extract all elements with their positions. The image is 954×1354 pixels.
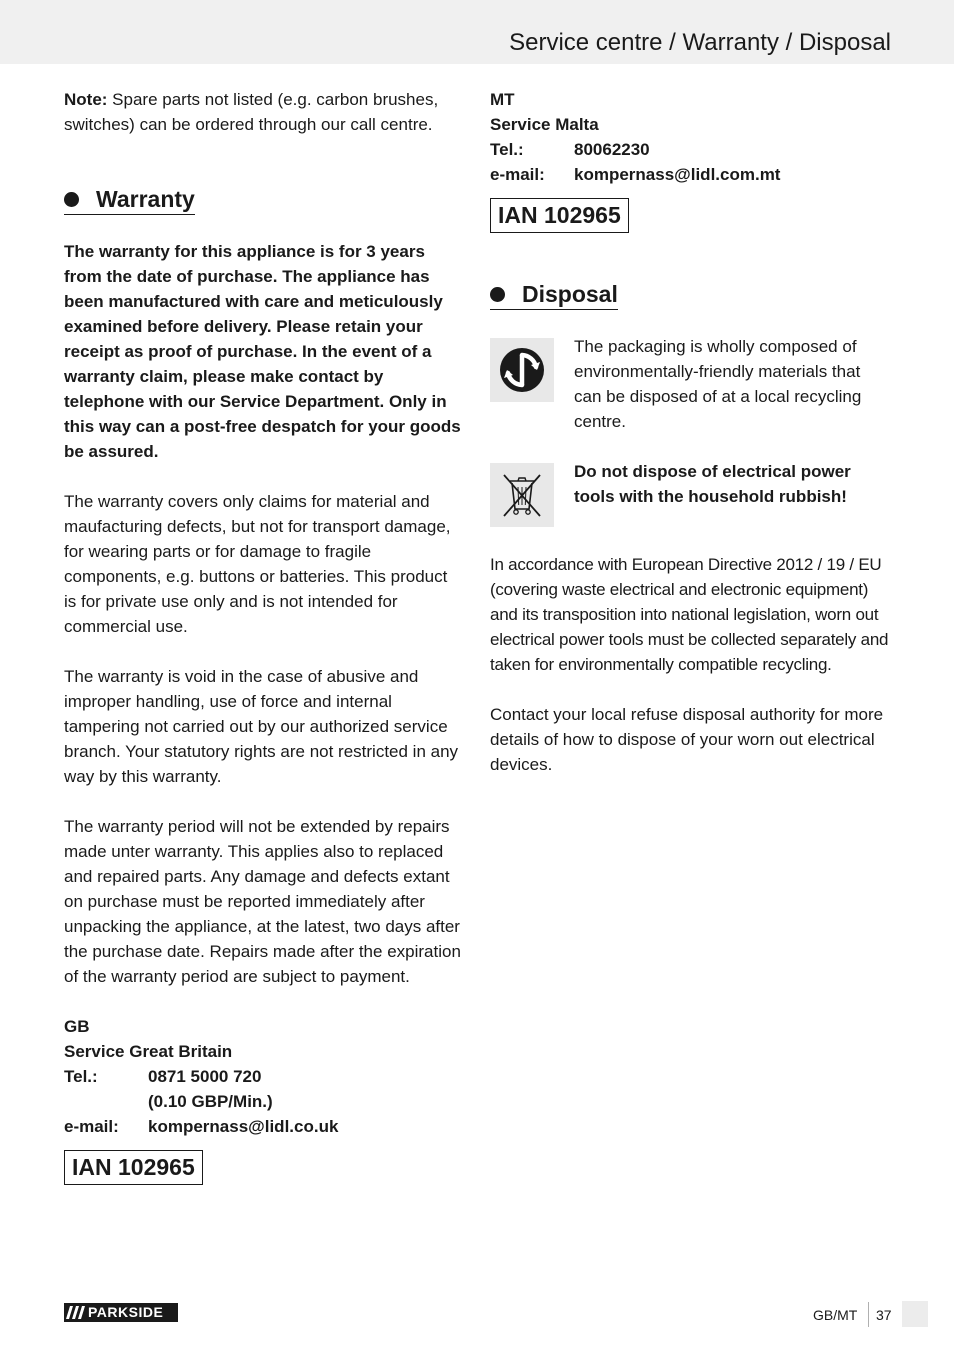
service-name: Service Great Britain [64,1042,233,1061]
left-column [64,87,464,1185]
tel-rate: (0.10 GBP/Min.) [148,1092,273,1111]
service-country: MT [490,90,515,109]
page-number: 37 [876,1307,892,1323]
crossed-out-wheelie-bin-icon [490,463,554,527]
note-paragraph [64,87,464,137]
packaging-text: The packaging is wholly composed of environmentally-friendly materials that can be disposed of at a local recycling centre. [574,337,862,431]
warranty-period-paragraph: The warranty period will not be extended by repairs made unter warranty. This applies also to replaced and repaired parts. Any damage and defects extant on purchase must be reported immediately after unpacking the appliance, at the latest, two days after the purchase date. Repairs made after the expiration of the warranty period are subject to payment. [64,817,461,986]
weee-row [490,459,892,527]
green-dot-recycling-icon [490,338,554,402]
email-label: e-mail: [64,1117,119,1136]
contact-paragraph: Contact your local refuse disposal authority for more details of how to dispose of your worn out electrical devices. [490,705,884,774]
bullet-icon [64,192,79,207]
footer-region: GB/MT [813,1307,858,1323]
warranty-bold-paragraph: The warranty for this appliance is for 3 years from the date of purchase. The appliance has been manufactured with care and meticulously examined before delivery. Please retain your receipt as proof of purchase. In the event of a warranty claim, please make contact by telephone with our Service Department. Only in this way can a post-free despatch for your goods be assured. [64,242,461,461]
weee-warning-text: Do not dispose of electrical power tools with the household rubbish! [574,462,851,506]
email-value: kompernass@lidl.com.mt [574,165,781,184]
packaging-row [490,334,892,434]
tel-value: 80062230 [574,140,650,159]
brand-name: PARKSIDE [88,1304,164,1320]
email-value: kompernass@lidl.co.uk [148,1117,339,1136]
right-column [490,87,892,802]
service-mt-block [490,87,892,187]
logo-slashes-icon [64,1303,88,1322]
bullet-icon [490,287,505,302]
ian-box-mt: IAN 102965 [490,198,629,233]
service-name: Service Malta [490,115,599,134]
disposal-title: Disposal [522,281,618,307]
page-header-title: Service centre / Warranty / Disposal [509,29,891,56]
parkside-logo [64,1303,178,1322]
warranty-title: Warranty [96,186,195,212]
warranty-coverage-paragraph: The warranty covers only claims for material and maufacturing defects, but not for transport damage, for wearing parts or for damage to fragile components, e.g. buttons or batteries. This product is for private use only and is not intended for commercial use. [64,492,451,636]
email-label: e-mail: [490,165,545,184]
note-text: Spare parts not listed (e.g. carbon brushes, switches) can be ordered through our call centre. [64,90,439,134]
footer-divider [868,1302,869,1327]
service-gb-block [64,1014,464,1139]
directive-paragraph: In accordance with European Directive 2012 / 19 / EU (covering waste electrical and electronic equipment) and its transposition into national legislation, worn out electrical power tools must be collected separately and taken for environmentally compatible recycling. [490,555,889,674]
service-country: GB [64,1017,90,1036]
warranty-heading [64,185,195,215]
note-label: Note: [64,90,108,109]
tel-label: Tel.: [64,1067,98,1086]
warranty-void-paragraph: The warranty is void in the case of abusive and improper handling, use of force and internal tampering not carried out by our authorized service branch. Your statutory rights are not restricted in any way by this warranty. [64,667,459,786]
tel-value: 0871 5000 720 [148,1067,262,1086]
ian-box-gb: IAN 102965 [64,1150,203,1185]
disposal-heading [490,280,618,310]
tel-label: Tel.: [490,140,524,159]
page-tab [902,1301,928,1327]
